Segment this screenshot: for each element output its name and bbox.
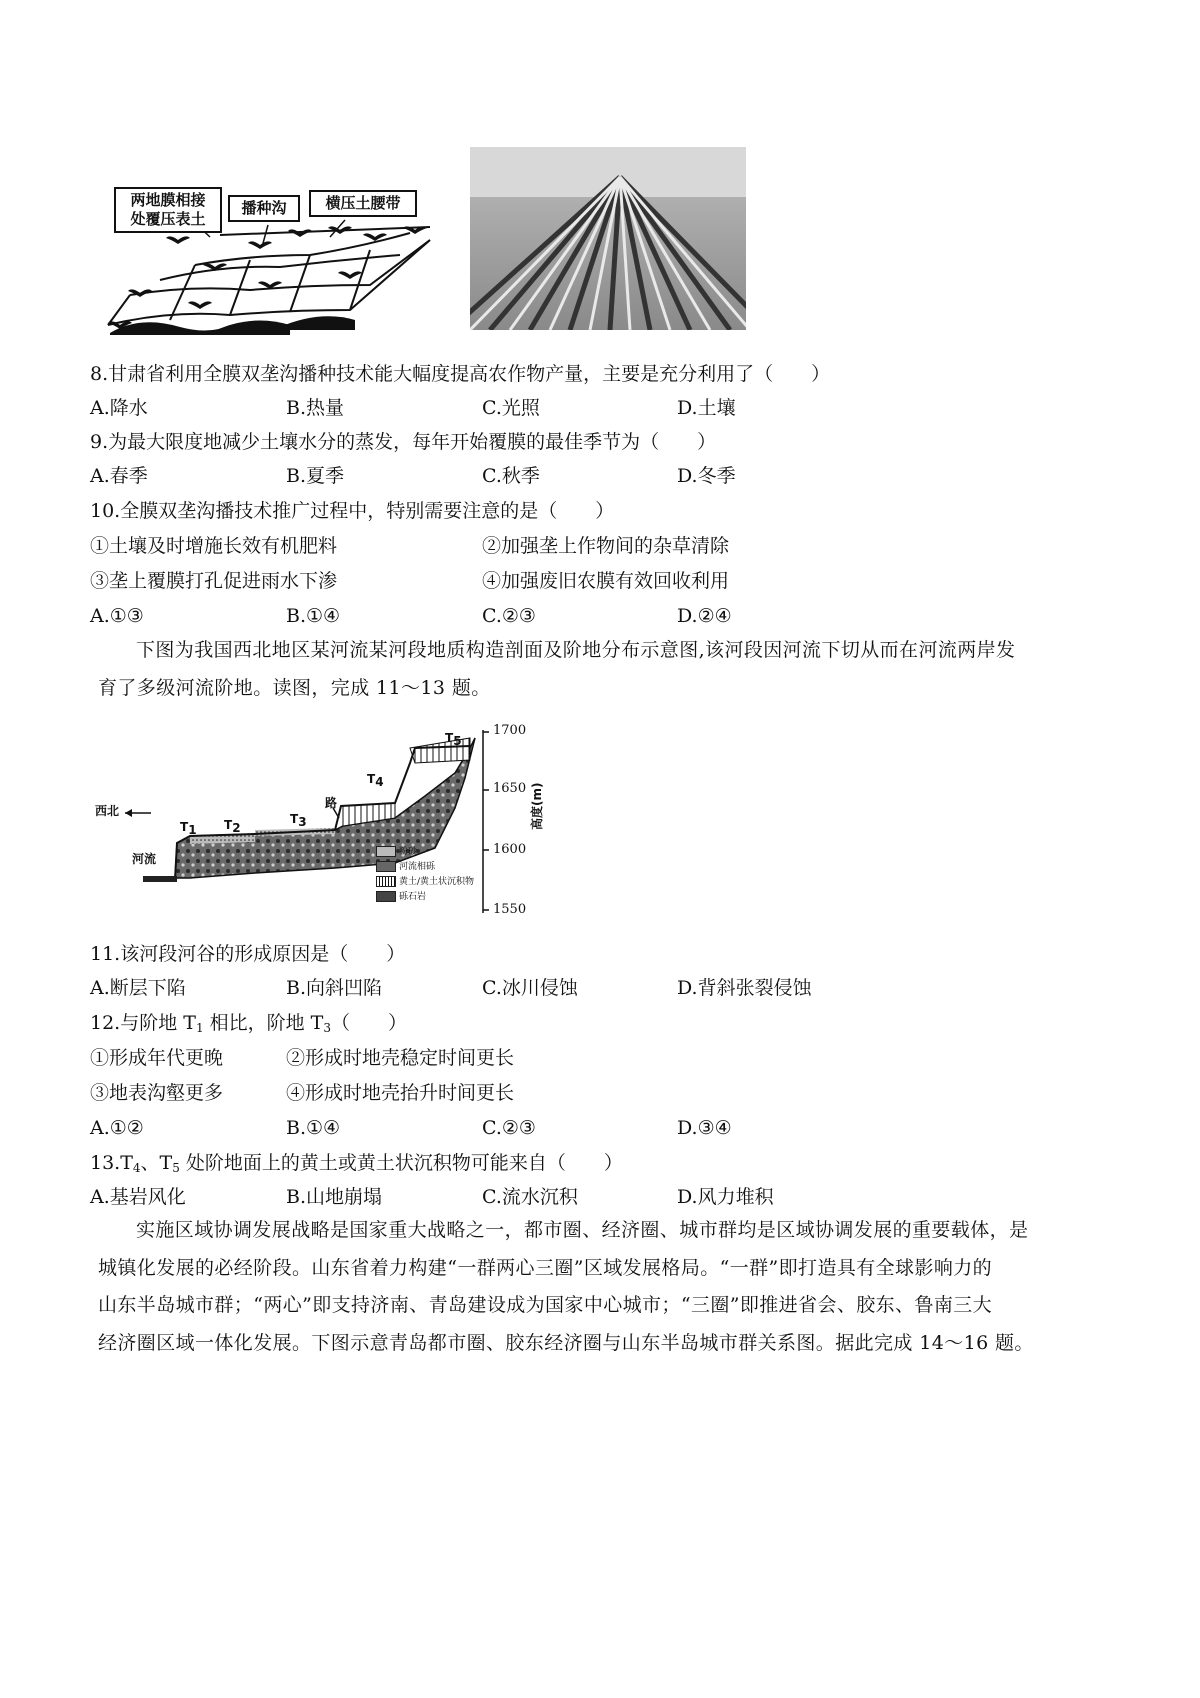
river-label: 河流	[132, 852, 157, 866]
q12-option-b: B.①④	[286, 1117, 341, 1139]
callout-sowing-furrow: 播种沟	[228, 195, 300, 222]
intro-regional-line4: 经济圈区域一体化发展。下图示意青岛都市圈、胶东经济圈与山东半岛城市群关系图。据此完成 14～16 题。	[98, 1331, 1034, 1354]
legend-silt: 粉砂	[376, 846, 417, 857]
terrace-profile	[95, 718, 555, 918]
q10-option-b: B.①④	[286, 605, 341, 627]
q10-item-1: ①土壤及时增施长效有机肥料	[90, 535, 338, 557]
question-12-stem: 12.与阶地 $T_1$ 相比，阶地 $T_3$（ ）	[90, 1012, 407, 1035]
question-13-stem: $13.T_4$、$T_5$ 处阶地面上的黄土或黄土状沉积物可能来自（ ）	[90, 1152, 623, 1175]
legend-fluvial-gravel: 河流相砾	[376, 861, 435, 872]
q11-option-b: B.向斜凹陷	[286, 977, 383, 999]
q11-option-a: A.断层下陷	[90, 977, 186, 999]
q9-option-a: A.春季	[90, 465, 148, 487]
q10-item-4: ④加强废旧农膜有效回收利用	[482, 570, 730, 592]
q12-item-3: ③地表沟壑更多	[90, 1082, 224, 1104]
question-9-stem: 9.为最大限度地减少土壤水分的蒸发，每年开始覆膜的最佳季节为（ ）	[90, 431, 717, 453]
intro-regional-line3: 山东半岛城市群；“两心”即支持济南、青岛建设成为国家中心城市；“三圈”即推进省会、胶东、鲁南三大	[98, 1294, 993, 1316]
q8-option-b: B.热量	[286, 397, 345, 419]
axis-tick-1550: 1550	[493, 902, 527, 917]
callout-soil-belt: 横压土腰带	[309, 190, 417, 217]
question-10-stem: 10.全膜双垄沟播技术推广过程中，特别需要注意的是（ ）	[90, 500, 615, 522]
q10-option-c: C.②③	[482, 605, 536, 627]
q10-option-a: A.①③	[90, 605, 144, 627]
q13-option-b: B.山地崩塌	[286, 1186, 383, 1208]
axis-tick-1700: 1700	[493, 723, 527, 738]
direction-northwest: 西北	[95, 804, 120, 818]
legend-loess: 黄土/黄土状沉积物	[376, 876, 474, 887]
intro-regional-paragraph	[98, 1212, 1110, 1362]
intro-terrace-paragraph	[98, 632, 1110, 707]
axis-tick-1650: 1650	[493, 781, 527, 796]
q9-option-b: B.夏季	[286, 465, 345, 487]
terrace-t1: $T_1$	[180, 820, 197, 837]
intro-regional-line1: 实施区域协调发展战略是国家重大战略之一，都市圈、经济圈、城市群均是区域协调发展的重要载体，是	[136, 1219, 1029, 1241]
callout-film-joint	[114, 187, 222, 233]
q9-option-c: C.秋季	[482, 465, 540, 487]
q8-option-d: D.土壤	[677, 397, 736, 419]
intro-terrace-line2: 育了多级河流阶地。读图，完成 11～13 题。	[98, 676, 491, 699]
callout-film-joint-line2: 处覆压表土	[130, 210, 206, 228]
q12-option-d: D.③④	[677, 1117, 732, 1139]
axis-tick-1600: 1600	[493, 842, 527, 857]
q11-option-d: D.背斜张裂侵蚀	[677, 977, 812, 999]
q13-option-d: D.风力堆积	[677, 1186, 774, 1208]
callout-film-joint-line1: 两地膜相接	[130, 191, 206, 209]
q12-item-1: ①形成年代更晚	[90, 1047, 224, 1069]
road-label: 路	[325, 796, 338, 810]
intro-regional-line2: 城镇化发展的必经阶段。山东省着力构建“一群两心三圈”区域发展格局。“一群”即打造具有全球影响力的	[98, 1256, 993, 1279]
q12-item-2: ②形成时地壳稳定时间更长	[286, 1047, 515, 1069]
terrace-t5: $T_5$	[445, 731, 462, 748]
terrace-profile-drawing	[95, 718, 555, 918]
terrace-t3: $T_3$	[290, 812, 307, 829]
q10-item-3: ③垄上覆膜打孔促进雨水下渗	[90, 570, 338, 592]
question-8-stem: 8.甘肃省利用全膜双垄沟播种技术能大幅度提高农作物产量，主要是充分利用了（ ）	[90, 363, 831, 385]
axis-title-height: 高度(m)	[530, 782, 544, 830]
intro-terrace-line1: 下图为我国西北地区某河流某河段地质构造剖面及阶地分布示意图,该河段因河流下切从而在河流两岸发	[136, 639, 1016, 661]
q8-option-a: A.降水	[90, 397, 148, 419]
q13-option-c: C.流水沉积	[482, 1186, 578, 1208]
q12-option-a: A.①②	[90, 1117, 144, 1139]
field-photo	[470, 147, 746, 330]
q12-option-c: C.②③	[482, 1117, 536, 1139]
terrace-t4: $T_4$	[367, 772, 384, 789]
q8-option-c: C.光照	[482, 397, 540, 419]
legend-conglomerate: 砾石岩	[376, 891, 426, 902]
question-11-stem: 11.该河段河谷的形成原因是（ ）	[90, 943, 406, 965]
terrace-t2: $T_2$	[224, 818, 241, 835]
q11-option-c: C.冰川侵蚀	[482, 977, 578, 999]
q10-item-2: ②加强垄上作物间的杂草清除	[482, 535, 730, 557]
q9-option-d: D.冬季	[677, 465, 736, 487]
q10-option-d: D.②④	[677, 605, 732, 627]
field-photo-image	[470, 147, 746, 330]
q12-item-4: ④形成时地壳抬升时间更长	[286, 1082, 515, 1104]
q13-option-a: A.基岩风化	[90, 1186, 186, 1208]
